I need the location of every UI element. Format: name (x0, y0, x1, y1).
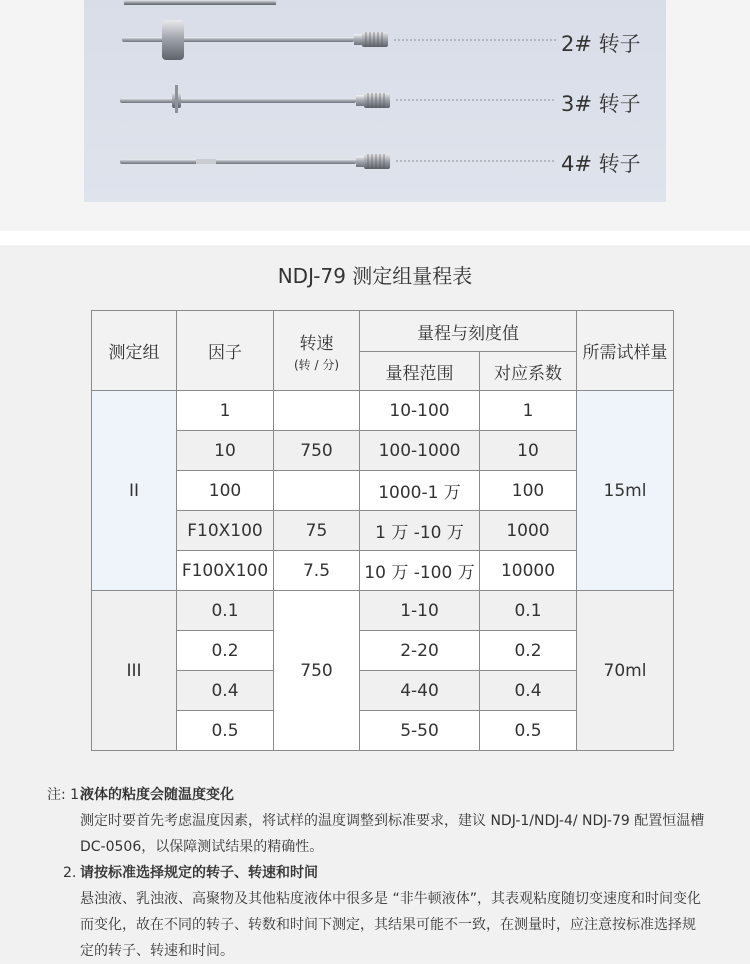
rotor-label-4: 4# 转子 (561, 152, 641, 176)
header-speed-label: 转速 (299, 333, 334, 354)
coefficient-cell: 1 (480, 391, 577, 431)
header-coefficient: 对应系数 (480, 352, 577, 391)
note-1-body: 测定时要首先考虑温度因素，将试样的温度调整到标准要求，建议 NDJ-1/NDJ-4/ NDJ-79 配置恒温槽 DC-0506，以保障测试结果的精确性。 (80, 813, 705, 855)
table-row (92, 591, 674, 631)
note-2-title: 请按标准选择规定的转子、转速和时间 (80, 865, 318, 881)
group-iii-name: III (92, 591, 177, 751)
note-2-body: 悬浊液、乳浊液、高聚物及其他粘度液体中很多是 “非牛顿液体”，其表观粘度随切变速度和时间变化而变化，故在不同的转子、转数和时间下测定，其结果可能不一致，在测量时，应注意按标准选择规定的转子、转速和时间。 (80, 891, 701, 959)
speed-cell: 750 (274, 431, 360, 471)
notes-section (47, 782, 707, 964)
factor-cell: 0.5 (177, 711, 274, 751)
group-ii-sample: 15ml (577, 391, 674, 591)
range-cell: 5-50 (360, 711, 480, 751)
factor-cell: F10X100 (177, 511, 274, 551)
factor-cell: 0.4 (177, 671, 274, 711)
rotor-label-3: 3# 转子 (561, 92, 641, 116)
note-1-title: 液体的粘度会随温度变化 (80, 787, 234, 803)
header-factor: 因子 (177, 311, 274, 391)
coefficient-cell: 100 (480, 471, 577, 511)
group-iii-sample: 70ml (577, 591, 674, 751)
range-cell: 4-40 (360, 671, 480, 711)
rotor-4 (120, 154, 556, 169)
speed-cell (274, 391, 360, 431)
header-range-and-scale: 量程与刻度值 (360, 311, 577, 352)
rotor-1-partial (124, 0, 276, 5)
rotor-2 (122, 20, 556, 60)
group-ii-name: II (92, 391, 177, 591)
table-title: NDJ-79 测定组量程表 (277, 264, 473, 288)
coefficient-cell: 0.1 (480, 591, 577, 631)
factor-cell: F100X100 (177, 551, 274, 591)
speed-cell: 75 (274, 511, 360, 551)
header-group: 测定组 (92, 311, 177, 391)
coefficient-cell: 0.4 (480, 671, 577, 711)
range-cell: 1-10 (360, 591, 480, 631)
note-1-prefix: 注: 1. (47, 787, 84, 803)
note-2-prefix: 2. (63, 865, 77, 881)
speed-cell (274, 471, 360, 511)
coefficient-cell: 0.5 (480, 711, 577, 751)
range-cell: 100-1000 (360, 431, 480, 471)
coefficient-cell: 1000 (480, 511, 577, 551)
header-sample: 所需试样量 (577, 311, 674, 391)
coefficient-cell: 0.2 (480, 631, 577, 671)
range-cell: 10-100 (360, 391, 480, 431)
factor-cell: 0.2 (177, 631, 274, 671)
range-table (91, 310, 674, 751)
section-divider (0, 231, 750, 245)
table-row (92, 391, 674, 431)
range-cell: 10 万 -100 万 (360, 551, 480, 591)
coefficient-cell: 10000 (480, 551, 577, 591)
factor-cell: 1 (177, 391, 274, 431)
range-cell: 1 万 -10 万 (360, 511, 480, 551)
group-iii-speed: 750 (274, 591, 360, 751)
header-range: 量程范围 (360, 352, 480, 391)
factor-cell: 0.1 (177, 591, 274, 631)
header-speed (274, 311, 360, 391)
note-1-heading (47, 782, 707, 808)
note-2-heading (47, 860, 707, 886)
factor-cell: 100 (177, 471, 274, 511)
rotor-3 (120, 85, 556, 113)
factor-cell: 10 (177, 431, 274, 471)
range-cell: 2-20 (360, 631, 480, 671)
range-cell: 1000-1 万 (360, 471, 480, 511)
speed-cell: 7.5 (274, 551, 360, 591)
coefficient-cell: 10 (480, 431, 577, 471)
rotor-label-2: 2# 转子 (561, 32, 641, 56)
header-speed-unit: (转 / 分) (293, 357, 340, 372)
